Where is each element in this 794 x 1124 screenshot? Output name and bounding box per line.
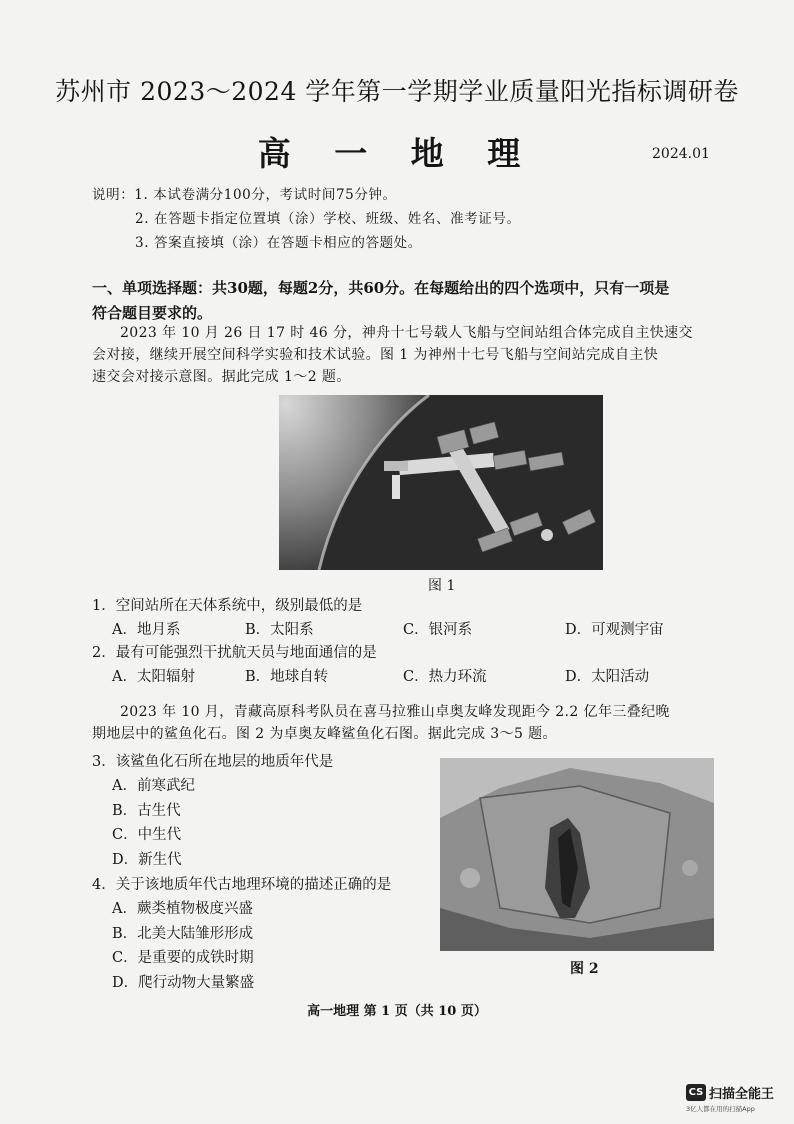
question-4-option-c: C．是重要的成铁时期 [112,950,254,966]
instruction-3: 3. 答案直接填（涂）在答题卡相应的答题处。 [135,235,422,251]
figure-2-shark-fossil-image [440,758,714,951]
figure-2-caption: 图 2 [570,961,599,977]
question-1-stem: 1．空间站所在天体系统中，级别最低的是 [92,598,363,614]
question-3-option-d: D．新生代 [112,852,182,868]
passage-1-line2: 会对接，继续开展空间科学实验和技术试验。图 1 为神州十七号飞船与空间站完成自主快 [92,347,659,363]
instruction-2: 2. 在答题卡指定位置填（涂）学校、班级、姓名、准考证号。 [135,211,521,227]
section-heading [92,276,712,326]
passage-2-line1: 2023 年 10 月，青藏高原科考队员在喜马拉雅山卓奥友峰发现距今 2.2 亿年三叠纪晚 [120,704,670,720]
question-2-option-c: C．热力环流 [403,669,487,685]
question-2-option-d: D．太阳活动 [565,669,650,685]
page-footer: 高一地理 第 1 页（共 10 页） [307,1004,487,1019]
question-3-option-b: B．古生代 [112,803,181,819]
question-2-option-b: B．地球自转 [245,669,329,685]
question-1-option-b: B．太阳系 [245,622,314,638]
passage-2 [92,701,707,745]
question-4-option-b: B．北美大陆雏形形成 [112,926,254,942]
camscanner-tagline: 3亿人都在用的扫描App [686,1105,755,1113]
question-4-stem: 4．关于该地质年代古地理环境的描述正确的是 [92,877,392,893]
question-1-option-d: D．可观测宇宙 [565,622,664,638]
question-2-stem: 2．最有可能强烈干扰航天员与地面通信的是 [92,645,377,661]
question-1-option-a: A．地月系 [112,622,181,638]
question-4-option-d: D．爬行动物大量繁盛 [112,975,255,991]
figure-1-space-station-image [279,395,603,570]
question-2-option-a: A．太阳辐射 [112,669,195,685]
question-3-option-c: C．中生代 [112,827,182,843]
passage-1-line1: 2023 年 10 月 26 日 17 时 46 分，神舟十七号载人飞船与空间站组合体完成自主快速交 [120,325,693,341]
question-4-option-a: A．蕨类植物极度兴盛 [112,901,253,917]
passage-2-line2: 期地层中的鲨鱼化石。图 2 为卓奥友峰鲨鱼化石图。据此完成 3～5 题。 [92,726,557,742]
section-heading-line1: 一、单项选择题：共30题，每题2分，共60分。在每题给出的四个选项中，只有一项是 [92,279,670,297]
instruction-1: 说明：1. 本试卷满分100分，考试时间75分钟。 [92,187,397,203]
exam-date: 2024.01 [652,146,710,162]
exam-title: 苏州市 2023～2024 学年第一学期学业质量阳光指标调研卷 [55,77,739,106]
passage-1 [92,322,707,388]
question-1-option-c: C．银河系 [403,622,473,638]
question-3-stem: 3．该鲨鱼化石所在地层的地质年代是 [92,754,334,770]
section-heading-line2: 符合题目要求的。 [92,304,213,322]
camscanner-logo-icon: CS [686,1084,706,1101]
passage-1-line3: 速交会对接示意图。据此完成 1～2 题。 [92,369,351,385]
subject-title: 高 一 地 理 [257,134,537,173]
camscanner-name: 扫描全能王 [709,1087,775,1102]
figure-1-caption: 图 1 [428,578,456,594]
question-3-option-a: A．前寒武纪 [112,778,195,794]
